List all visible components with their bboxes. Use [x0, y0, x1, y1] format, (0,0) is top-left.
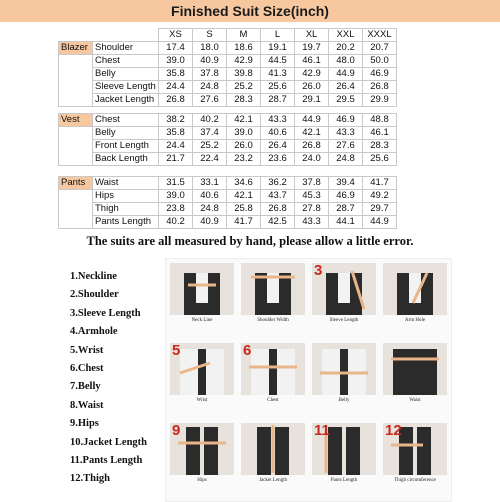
size-value-cell: 27.6: [193, 94, 227, 107]
size-value-cell: 24.8: [329, 153, 363, 166]
measurement-photo: [241, 423, 305, 495]
measurement-photo: [170, 343, 234, 415]
size-value-cell: 44.5: [261, 55, 295, 68]
photo-image: [312, 343, 376, 395]
size-value-cell: 42.5: [261, 216, 295, 229]
size-value-cell: 39.8: [227, 68, 261, 81]
size-value-cell: 22.4: [193, 153, 227, 166]
size-value-cell: 49.2: [363, 190, 397, 203]
size-value-cell: 44.9: [363, 216, 397, 229]
size-value-cell: 25.2: [193, 140, 227, 153]
size-value-cell: 48.0: [329, 55, 363, 68]
photo-caption: Hips: [197, 478, 207, 483]
size-value-cell: 28.3: [227, 94, 261, 107]
size-value-cell: 43.3: [329, 127, 363, 140]
section-spacer: [59, 94, 93, 107]
table-row: [59, 81, 397, 94]
page-title: Finished Suit Size(inch): [0, 0, 500, 22]
size-col-header: XL: [295, 29, 329, 42]
size-value-cell: 39.4: [329, 177, 363, 190]
table-row: [59, 140, 397, 153]
size-value-cell: 23.8: [159, 203, 193, 216]
list-item: 7.Belly: [70, 381, 101, 393]
photo-image: [383, 263, 447, 315]
size-value-cell: 23.2: [227, 153, 261, 166]
size-value-cell: 25.2: [227, 81, 261, 94]
measurement-photo: [312, 263, 376, 335]
size-value-cell: 36.2: [261, 177, 295, 190]
photo-number: 12: [385, 423, 402, 439]
table-row: [59, 153, 397, 166]
section-spacer: [59, 153, 93, 166]
size-value-cell: 24.4: [159, 81, 193, 94]
size-col-header: S: [193, 29, 227, 42]
size-value-cell: 26.8: [295, 140, 329, 153]
size-col-header: XXL: [329, 29, 363, 42]
size-value-cell: 44.9: [329, 68, 363, 81]
photo-illustration: [170, 263, 234, 315]
section-spacer: [59, 55, 93, 68]
size-value-cell: 19.1: [261, 42, 295, 55]
list-item: 11.Pants Length: [70, 454, 143, 466]
size-col-header: XXXL: [363, 29, 397, 42]
size-value-cell: 29.5: [329, 94, 363, 107]
section-spacer: [59, 140, 93, 153]
table-row: [59, 94, 397, 107]
size-value-cell: 43.3: [261, 114, 295, 127]
size-value-cell: 50.0: [363, 55, 397, 68]
photo-number: 3: [314, 263, 323, 279]
photo-number: 11: [314, 423, 330, 439]
size-value-cell: 26.4: [329, 81, 363, 94]
section-label: Pants: [59, 177, 93, 190]
size-value-cell: 23.6: [261, 153, 295, 166]
list-item: 2.Shoulder: [70, 289, 119, 301]
size-value-cell: 33.1: [193, 177, 227, 190]
size-value-cell: 26.8: [159, 94, 193, 107]
size-value-cell: 41.7: [227, 216, 261, 229]
size-value-cell: 25.6: [363, 153, 397, 166]
measurement-photo: [170, 423, 234, 495]
size-value-cell: 20.2: [329, 42, 363, 55]
measurement-label: Thigh: [93, 203, 159, 216]
size-value-cell: 24.0: [295, 153, 329, 166]
size-value-cell: 25.6: [261, 81, 295, 94]
measurement-photo: [383, 343, 447, 415]
measurement-label: Waist: [93, 177, 159, 190]
section-spacer: [59, 216, 93, 229]
size-value-cell: 40.6: [193, 190, 227, 203]
photo-caption: Waist: [409, 398, 421, 403]
size-value-cell: 46.9: [329, 114, 363, 127]
size-value-cell: 41.3: [261, 68, 295, 81]
size-value-cell: 46.1: [363, 127, 397, 140]
list-item: 8.Waist: [70, 399, 104, 411]
photo-caption: Thigh circumference: [394, 478, 436, 483]
size-value-cell: 26.0: [227, 140, 261, 153]
size-header-row: [59, 29, 397, 42]
list-item: 3.Sleeve Length: [70, 307, 141, 319]
size-value-cell: 27.8: [295, 203, 329, 216]
size-value-cell: 46.1: [295, 55, 329, 68]
size-value-cell: 40.2: [193, 114, 227, 127]
size-value-cell: 41.7: [363, 177, 397, 190]
size-table-blazer: [58, 28, 397, 107]
measurement-label: Belly: [93, 127, 159, 140]
photo-illustration: [383, 343, 447, 395]
size-value-cell: 40.9: [193, 216, 227, 229]
size-value-cell: 26.0: [295, 81, 329, 94]
photo-image: [241, 263, 305, 315]
measurement-photo: [312, 423, 376, 495]
photo-caption: Belly: [338, 398, 350, 403]
measurement-label: Back Length: [93, 153, 159, 166]
photo-caption: Neck Line: [191, 318, 213, 323]
photo-caption: Arm Hole: [404, 318, 426, 323]
size-value-cell: 40.9: [193, 55, 227, 68]
photo-caption: Jacket Length: [259, 478, 287, 483]
table-row: [59, 203, 397, 216]
measurement-list: [70, 268, 147, 489]
measurement-label: Chest: [93, 55, 159, 68]
size-value-cell: 25.8: [227, 203, 261, 216]
table-row: [59, 55, 397, 68]
size-value-cell: 35.8: [159, 68, 193, 81]
size-value-cell: 26.8: [363, 81, 397, 94]
photo-image: [170, 263, 234, 315]
size-value-cell: 37.8: [295, 177, 329, 190]
list-item: 1.Neckline: [70, 271, 117, 282]
size-col-header: M: [227, 29, 261, 42]
photo-image: [383, 343, 447, 395]
size-value-cell: 44.9: [295, 114, 329, 127]
size-value-cell: 20.7: [363, 42, 397, 55]
measurement-label: Front Length: [93, 140, 159, 153]
photo-image: [383, 423, 447, 475]
table-row: [59, 68, 397, 81]
size-value-cell: 39.0: [159, 55, 193, 68]
size-value-cell: 39.0: [227, 127, 261, 140]
photo-image: [241, 343, 305, 395]
measurement-label: Chest: [93, 114, 159, 127]
list-item: 4.Armhole: [70, 326, 118, 338]
measurement-photo: [241, 343, 305, 415]
measurement-photo: [241, 263, 305, 335]
size-value-cell: 29.1: [295, 94, 329, 107]
measurement-label: Shoulder: [93, 42, 159, 55]
size-col-header: XS: [159, 29, 193, 42]
photo-number: 5: [172, 343, 181, 359]
size-value-cell: 43.7: [261, 190, 295, 203]
measurement-note: The suits are all measured by hand, please allow a little error.: [86, 234, 414, 248]
table-row: [59, 42, 397, 55]
section-spacer: [59, 127, 93, 140]
section-spacer: [59, 203, 93, 216]
list-item: 10.Jacket Length: [70, 436, 147, 448]
size-value-cell: 19.7: [295, 42, 329, 55]
measurement-label: Sleeve Length: [93, 81, 159, 94]
section-label: Vest: [59, 114, 93, 127]
size-value-cell: 43.3: [295, 216, 329, 229]
size-value-cell: 26.4: [261, 140, 295, 153]
size-value-cell: 29.9: [363, 94, 397, 107]
size-value-cell: 42.9: [227, 55, 261, 68]
size-value-cell: 48.8: [363, 114, 397, 127]
size-value-cell: 38.2: [159, 114, 193, 127]
size-table-vest: [58, 113, 397, 166]
photo-illustration: [241, 263, 305, 315]
size-value-cell: 42.1: [295, 127, 329, 140]
size-value-cell: 28.7: [261, 94, 295, 107]
photo-image: [170, 343, 234, 395]
measurement-photo: [170, 263, 234, 335]
list-item: 6.Chest: [70, 362, 104, 374]
table-row: [59, 216, 397, 229]
size-value-cell: 18.6: [227, 42, 261, 55]
photo-illustration: [312, 343, 376, 395]
size-value-cell: 35.8: [159, 127, 193, 140]
size-value-cell: 26.8: [261, 203, 295, 216]
size-value-cell: 18.0: [193, 42, 227, 55]
size-value-cell: 40.6: [261, 127, 295, 140]
size-value-cell: 21.7: [159, 153, 193, 166]
photo-illustration: [241, 423, 305, 475]
size-value-cell: 39.0: [159, 190, 193, 203]
size-value-cell: 46.9: [363, 68, 397, 81]
size-value-cell: 44.1: [329, 216, 363, 229]
measurement-label: Hips: [93, 190, 159, 203]
photo-caption: Chest: [267, 398, 279, 403]
section-spacer: [59, 68, 93, 81]
size-value-cell: 24.8: [193, 81, 227, 94]
size-value-cell: 42.1: [227, 190, 261, 203]
measurement-photo: [383, 263, 447, 335]
size-col-header: L: [261, 29, 295, 42]
size-value-cell: 28.3: [363, 140, 397, 153]
list-item: 12.Thigh: [70, 473, 110, 485]
photo-illustration: [383, 263, 447, 315]
size-value-cell: 27.6: [329, 140, 363, 153]
list-item: 5.Wrist: [70, 344, 104, 356]
size-value-cell: 29.7: [363, 203, 397, 216]
photo-number: 9: [172, 423, 181, 439]
photo-image: [312, 423, 376, 475]
size-value-cell: 37.4: [193, 127, 227, 140]
size-value-cell: 42.1: [227, 114, 261, 127]
table-row: [59, 114, 397, 127]
list-item: 9.Hips: [70, 418, 99, 430]
measurement-photo-grid: [165, 258, 452, 502]
photo-image: [312, 263, 376, 315]
photo-image: [170, 423, 234, 475]
size-value-cell: 24.8: [193, 203, 227, 216]
size-value-cell: 46.9: [329, 190, 363, 203]
table-row: [59, 177, 397, 190]
photo-caption: Pants Length: [330, 478, 358, 483]
size-value-cell: 37.8: [193, 68, 227, 81]
measurement-label: Jacket Length: [93, 94, 159, 107]
size-table-pants: [58, 176, 397, 229]
measurement-photo: [312, 343, 376, 415]
photo-caption: Shoulder Width: [257, 318, 289, 323]
photo-caption: Wrist: [196, 398, 208, 403]
size-value-cell: 40.2: [159, 216, 193, 229]
measurement-photo: [383, 423, 447, 495]
size-value-cell: 45.3: [295, 190, 329, 203]
size-value-cell: 28.7: [329, 203, 363, 216]
photo-image: [241, 423, 305, 475]
measurement-label: Belly: [93, 68, 159, 81]
table-row: [59, 190, 397, 203]
size-value-cell: 31.5: [159, 177, 193, 190]
size-value-cell: 24.4: [159, 140, 193, 153]
section-spacer: [59, 190, 93, 203]
section-label: Blazer: [59, 42, 93, 55]
size-value-cell: 34.6: [227, 177, 261, 190]
photo-number: 6: [243, 343, 252, 359]
measurement-label: Pants Length: [93, 216, 159, 229]
section-spacer: [59, 81, 93, 94]
photo-caption: Sleeve Length: [329, 318, 359, 323]
size-value-cell: 17.4: [159, 42, 193, 55]
table-row: [59, 127, 397, 140]
size-value-cell: 42.9: [295, 68, 329, 81]
